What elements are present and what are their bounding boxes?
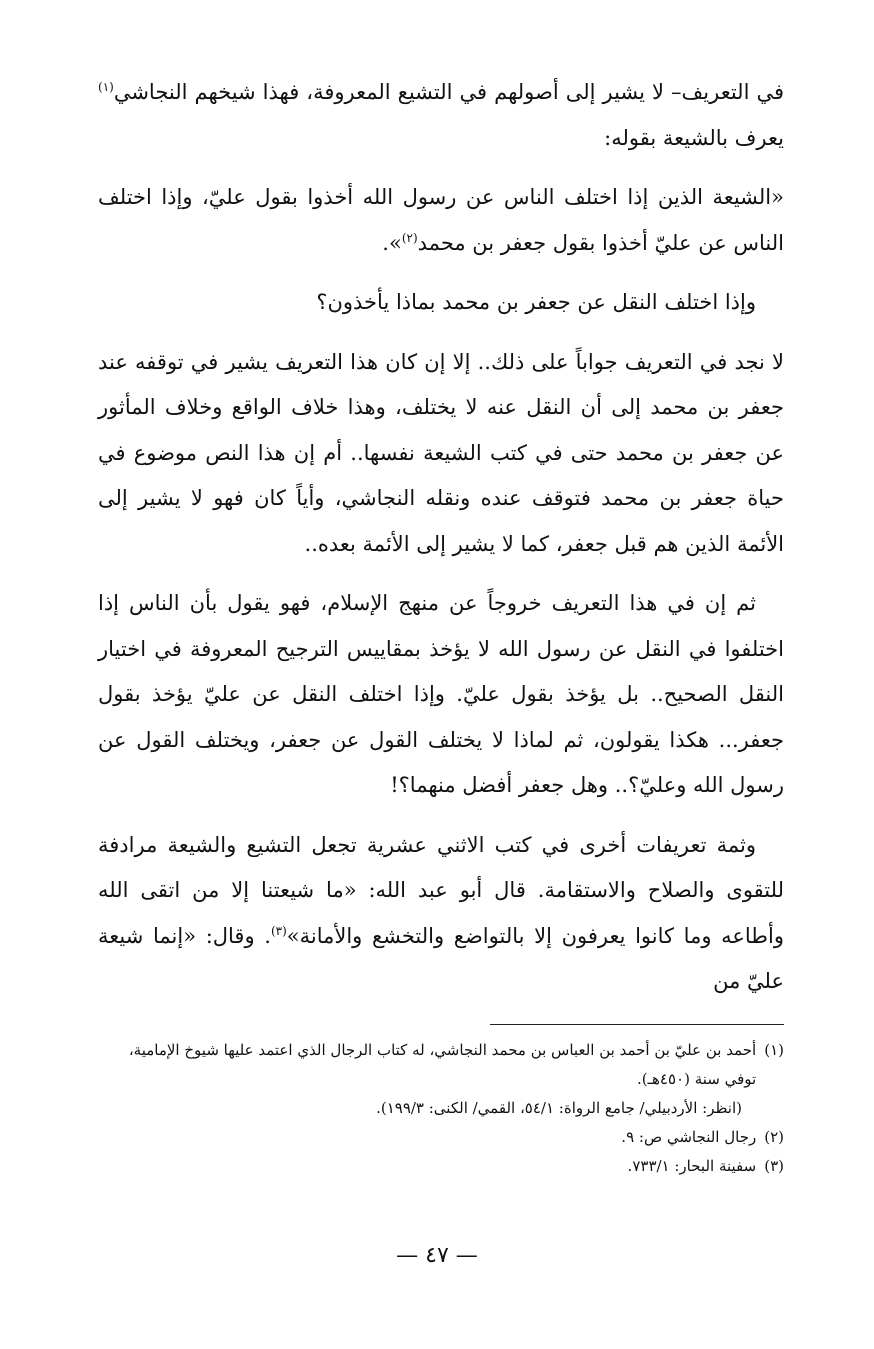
paragraph-2-tail: ».	[382, 230, 402, 255]
footnote-ref-3: (٣)	[270, 923, 287, 938]
paragraph-2-text: «الشيعة الذين إذا اختلف الناس عن رسول الله أخذوا بقول عليّ، وإذا اختلف الناس عن عليّ أخذوا بقول جعفر بن محمد	[98, 185, 784, 255]
footnote-text: سفينة البحار: ٧٣٣/١.	[627, 1157, 757, 1175]
footnote-number: (٣)	[764, 1157, 784, 1175]
footnotes	[98, 1036, 784, 1181]
footnote-number: (١)	[764, 1041, 784, 1059]
footnote-divider	[490, 1024, 784, 1025]
paragraph-5: ثم إن في هذا التعريف خروجاً عن منهج الإسلام، فهو يقول بأن الناس إذا اختلفوا في النقل عن رسول الله لا يؤخذ بمقاييس الترجيح المعروفة في اختيار النقل الصحيح.. بل يؤخذ بقول عليّ. وإذا اختلف النقل عن عليّ يؤخذ بقول جعفر... هكذا يقولون، ثم لماذا لا يختلف القول عن جعفر، ويختلف القول عن رسول الله وعليّ؟.. وهل جعفر أفضل منهما؟!	[98, 591, 784, 797]
paragraph-2-quote	[98, 175, 784, 266]
main-text	[98, 70, 784, 1019]
footnote-3	[98, 1152, 784, 1181]
paragraph-4: لا نجد في التعريف جواباً على ذلك.. إلا إن كان هذا التعريف يشير في توقفه عند جعفر بن محمد إلى أن النقل عنه لا يختلف، وهذا خلاف الواقع وخلاف المأثور عن جعفر بن محمد حتى في كتب الشيعة نفسها.. أم إن هذا النص موضوع في حياة جعفر بن محمد فتوقف عنده ونقله النجاشي، وأياً كان فهو لا يشير إلى الأئمة الذين هم قبل جعفر، كما لا يشير إلى الأئمة بعده..	[98, 349, 784, 556]
paragraph-6	[98, 823, 784, 1005]
footnote-1	[98, 1036, 784, 1094]
footnote-ref-1: (١)	[98, 80, 114, 94]
footnote-number: (٢)	[764, 1128, 784, 1146]
paragraph-3: وإذا اختلف النقل عن جعفر بن محمد بماذا يأخذون؟	[316, 290, 756, 314]
footnote-2	[98, 1123, 784, 1152]
paragraph-6-text: وثمة تعريفات أخرى في كتب الاثني عشرية تجعل التشيع والشيعة مرادفة للتقوى والصلاح والاستقامة. قال أبو عبد الله: «ما شيعتنا إلا من اتقى الله وأطاعه وما كانوا يعرفون إلا بالتواضع والتخشع والأمانة»	[98, 832, 784, 948]
footnote-ref-2: (٢)	[401, 230, 418, 245]
paragraph-6-tail: . وقال: «إنما شيعة عليّ من	[98, 923, 784, 993]
footnote-text: أحمد بن عليّ بن أحمد بن العباس بن محمد النجاشي، له كتاب الرجال الذي اعتمد عليها شيوخ الإمامية، توفي سنة (٤٥٠هـ).	[128, 1041, 757, 1088]
paragraph-1	[98, 70, 784, 161]
footnote-text: رجال النجاشي ص: ٩.	[621, 1128, 757, 1146]
footnote-1-extra: (انظر: الأردبيلي/ جامع الرواة: ٥٤/١، القمي/ الكنى: ١٩٩/٣).	[376, 1099, 742, 1117]
paragraph-1-text: في التعريف– لا يشير إلى أصولهم في التشيع المعروفة، فهذا شيخهم النجاشي	[113, 80, 784, 104]
paragraph-1-tail: يعرف بالشيعة بقوله:	[604, 125, 784, 150]
page-number: — ٤٧ —	[396, 1243, 478, 1268]
